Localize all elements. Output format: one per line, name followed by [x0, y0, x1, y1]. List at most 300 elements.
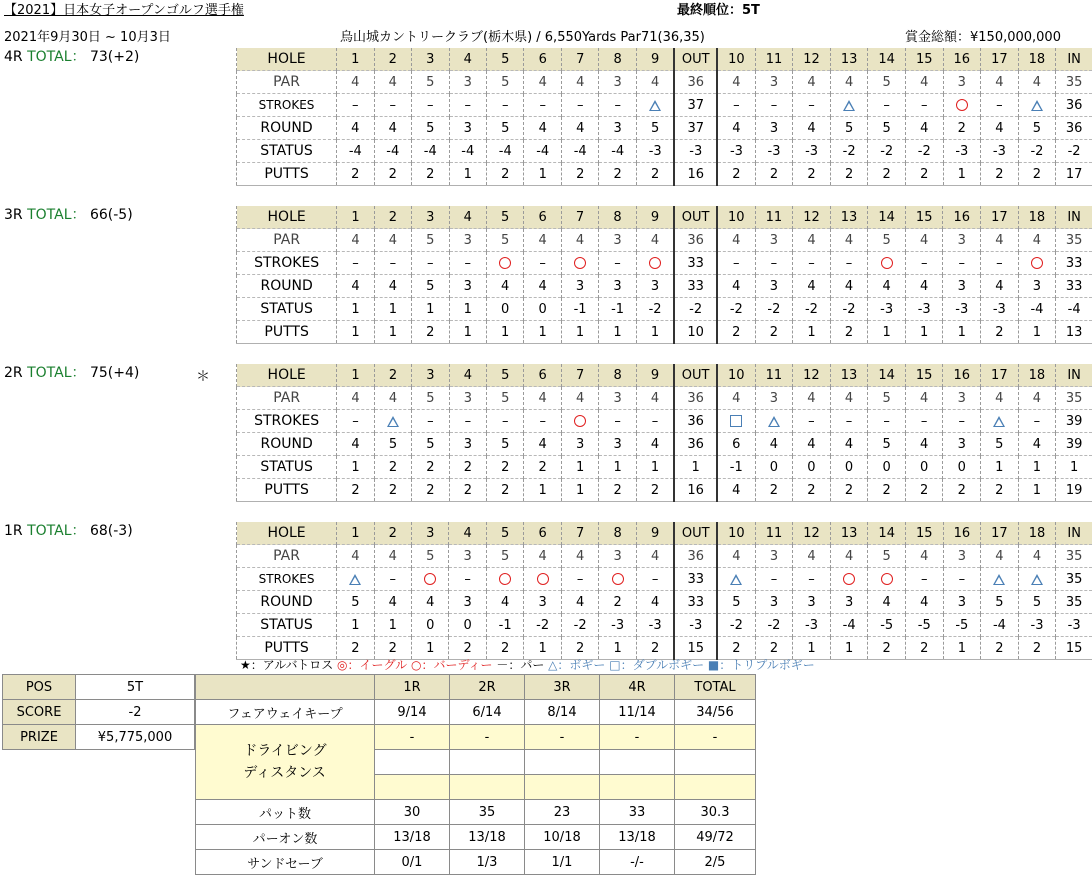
putts-row-cell: 2	[717, 163, 755, 186]
hole-row-cell: 1	[337, 522, 374, 545]
putts-row-cell: 1	[905, 321, 943, 344]
score-value: -2	[76, 700, 195, 725]
hole-row-cell: 11	[755, 48, 793, 71]
par-mark-icon: –	[464, 256, 471, 271]
status-row-label: STATUS	[237, 298, 337, 321]
round-row-cell: 3	[449, 275, 486, 298]
par-mark-icon: –	[959, 256, 966, 271]
round-row-cell: 5	[830, 117, 868, 140]
round-row-cell: 39	[1056, 433, 1092, 456]
hole-row-cell: 7	[561, 48, 598, 71]
status-row-cell: 0	[943, 456, 981, 479]
round-row-cell: 4	[486, 591, 524, 614]
par-row-cell: 3	[449, 387, 486, 410]
putts-row-cell: 1	[793, 637, 831, 660]
status-row-cell: -3	[755, 140, 793, 163]
bogey-mark-icon	[1031, 100, 1043, 111]
par-mark-icon: –	[883, 414, 890, 429]
status-row-cell: 0	[486, 298, 523, 321]
par-mark-icon: –	[921, 414, 928, 429]
stroke-mark-dash	[337, 410, 374, 433]
hole-row-cell: 18	[1018, 522, 1056, 545]
putts-row-cell: 2	[412, 321, 449, 344]
par-row-cell: 5	[868, 545, 906, 568]
status-row-cell: 1	[1018, 456, 1056, 479]
putts-row-cell: 2	[755, 321, 793, 344]
status-row-cell: -3	[717, 140, 755, 163]
status-row-label: STATUS	[237, 456, 337, 479]
par-row	[237, 545, 1092, 568]
status-row-cell: -2	[868, 140, 906, 163]
par-row	[237, 229, 1092, 252]
status-row-cell: 2	[487, 456, 524, 479]
putts-row-cell: 2	[981, 163, 1019, 186]
sandsave-4r: -/-	[600, 850, 675, 875]
stroke-mark-dash	[943, 410, 981, 433]
status-row-cell: 1	[374, 298, 411, 321]
round-row-cell: 5	[412, 433, 449, 456]
hole-row-cell: 4	[449, 522, 486, 545]
par-mark-icon: –	[539, 98, 546, 113]
putts-row-cell: 1	[524, 479, 561, 502]
round-row-cell: 2	[943, 117, 981, 140]
par-mark-icon: –	[771, 256, 778, 271]
stroke-mark-dash	[636, 410, 674, 433]
putts-row-cell: 16	[674, 479, 717, 502]
hole-row-cell: 10	[717, 522, 755, 545]
paron-4r: 13/18	[600, 825, 675, 850]
hole-row-cell: 13	[830, 364, 868, 387]
round-row-cell: 4	[793, 275, 831, 298]
status-row-cell: 1	[636, 456, 674, 479]
par-row-cell: 5	[412, 387, 449, 410]
putts-row-label: PUTTS	[237, 637, 337, 660]
round-row-cell: 4	[717, 117, 755, 140]
status-row-cell: -2	[830, 140, 868, 163]
par-row-cell: 3	[943, 545, 981, 568]
round-row-cell: 4	[561, 117, 598, 140]
driving-blank-3	[525, 750, 600, 775]
status-row-cell: -1	[561, 298, 599, 321]
birdie-mark-icon	[956, 99, 968, 111]
status-row-cell: 0	[868, 456, 906, 479]
hole-row-cell: 16	[943, 206, 981, 229]
status-row-cell: -4	[524, 140, 561, 163]
round-row-cell: 3	[449, 117, 486, 140]
status-row-cell: -4	[337, 140, 374, 163]
putts-row-cell: 2	[905, 637, 943, 660]
putts-row-cell: 1	[524, 321, 561, 344]
round-row-cell: 4	[411, 591, 448, 614]
par-row-cell: 4	[337, 387, 374, 410]
round-row-cell: 5	[412, 117, 449, 140]
round-row-cell: 3	[599, 117, 636, 140]
hole-row-cell: 4	[449, 364, 486, 387]
stroke-mark-dash	[717, 252, 755, 275]
putts-row-cell: 2	[717, 321, 755, 344]
legend-albatross: ★：アルバトロス	[240, 658, 333, 672]
par-row-cell: 5	[412, 229, 449, 252]
stroke-mark-dash	[905, 252, 943, 275]
status-row-cell: 1	[674, 456, 717, 479]
stroke-mark-dash	[449, 94, 486, 117]
par-row-cell: 3	[755, 229, 793, 252]
paron-label: パーオン数	[196, 825, 375, 850]
round-row-cell: 36	[1056, 117, 1092, 140]
status-row-cell: 2	[374, 456, 412, 479]
hole-row-cell: 15	[905, 522, 943, 545]
hole-row-cell: 1	[337, 206, 374, 229]
stroke-mark-dash	[599, 252, 637, 275]
birdie-mark-icon	[881, 573, 893, 585]
par-row-cell: 5	[487, 387, 524, 410]
par-mark-icon: –	[352, 98, 359, 113]
round-row-cell: 4	[830, 275, 868, 298]
par-mark-icon: –	[771, 572, 778, 587]
putts-row-cell: 2	[561, 637, 599, 660]
putts-row-label: PUTTS	[237, 163, 337, 186]
hole-row-cell: OUT	[674, 48, 717, 71]
par-mark-icon: –	[958, 414, 965, 429]
stroke-mark-dash	[487, 94, 524, 117]
strokes-row-cell: 39	[1056, 410, 1092, 433]
stroke-mark-dash	[337, 94, 374, 117]
par-row-cell: 3	[755, 387, 793, 410]
putts-row-cell: 2	[905, 163, 943, 186]
par-row-cell: 4	[1018, 229, 1056, 252]
status-row-cell: -3	[981, 140, 1019, 163]
putts-row-cell: 2	[943, 479, 981, 502]
putts-row-cell: 1	[561, 321, 599, 344]
hole-row-cell: 3	[412, 206, 449, 229]
stats-corner	[196, 675, 375, 700]
hole-row-label: HOLE	[237, 522, 337, 545]
total-label: TOTAL：	[27, 365, 85, 381]
par-row-cell: 4	[337, 545, 374, 568]
par-row-cell: 35	[1056, 545, 1092, 568]
total-value: 73(+2)	[90, 49, 139, 65]
putts-row-cell: 15	[674, 637, 717, 660]
stroke-mark-sq	[717, 410, 755, 433]
par-row-cell: 4	[337, 71, 374, 94]
status-row-cell: -5	[943, 614, 981, 637]
bogey-mark-icon	[730, 574, 742, 585]
hole-row-cell: 3	[412, 48, 449, 71]
birdie-mark-icon	[424, 573, 436, 585]
putts-row-cell: 2	[337, 163, 374, 186]
putts-row-cell: 1	[374, 321, 411, 344]
hole-row-cell: IN	[1056, 48, 1092, 71]
hole-row-cell: IN	[1056, 522, 1092, 545]
round-row-cell: 3	[755, 275, 793, 298]
round-row-cell: 5	[1018, 117, 1056, 140]
score-label: SCORE	[3, 700, 76, 725]
putts-row-cell: 1	[599, 637, 637, 660]
par-row-cell: 4	[524, 387, 561, 410]
paron-2r: 13/18	[450, 825, 525, 850]
hole-row-cell: 6	[524, 48, 561, 71]
driving-total: -	[675, 725, 756, 750]
round-name: 4R	[4, 49, 23, 65]
prize-value: ¥5,775,000	[76, 725, 195, 750]
hole-row-cell: 8	[599, 206, 637, 229]
hole-row-cell: IN	[1056, 364, 1092, 387]
round-row-cell: 4	[486, 275, 523, 298]
sandsave-label: サンドセーブ	[196, 850, 375, 875]
round-row-cell: 4	[374, 117, 411, 140]
par-row-cell: 4	[374, 71, 411, 94]
stroke-mark-dash	[374, 252, 411, 275]
par-row-cell: 35	[1056, 229, 1092, 252]
putts-row-cell: 1	[449, 163, 486, 186]
round-note: ＊	[196, 368, 210, 386]
birdie-mark-icon	[843, 573, 855, 585]
stroke-mark-dash	[793, 252, 831, 275]
hole-row-cell: 5	[487, 364, 524, 387]
par-mark-icon: –	[502, 414, 509, 429]
par-row-cell: 35	[1056, 71, 1092, 94]
birdie-mark-icon	[649, 257, 661, 269]
par-mark-icon: –	[390, 256, 397, 271]
putts-row-cell: 1	[868, 321, 906, 344]
putts-row-cell: 2	[374, 479, 412, 502]
stroke-mark-dash	[449, 410, 486, 433]
hole-row-cell: 2	[374, 364, 412, 387]
stroke-mark-dash	[561, 94, 598, 117]
putts-row-cell: 2	[755, 637, 793, 660]
course-info: 烏山城カントリークラブ(栃木県) / 6,550Yards Par71(36,35)	[340, 30, 705, 46]
stroke-mark-dash	[830, 252, 868, 275]
putts-row-cell: 2	[793, 163, 831, 186]
hole-row-cell: 2	[374, 522, 411, 545]
round-row-cell: 4	[905, 433, 943, 456]
par-mark-icon: –	[996, 256, 1003, 271]
hole-row-cell: 15	[905, 364, 943, 387]
putts-row-cell: 2	[599, 479, 636, 502]
status-row-cell: -2	[905, 140, 943, 163]
putts-row-cell: 2	[830, 163, 868, 186]
par-row-label: PAR	[237, 387, 337, 410]
par-row-cell: 36	[674, 545, 717, 568]
bogey-mark-icon	[349, 574, 361, 585]
fairway-2r: 6/14	[450, 700, 525, 725]
par-mark-icon: –	[352, 256, 359, 271]
stroke-mark-circle	[486, 252, 523, 275]
stroke-mark-dash	[449, 568, 486, 591]
par-mark-icon: –	[465, 98, 472, 113]
hole-row-cell: 3	[411, 522, 448, 545]
par-row-cell: 4	[981, 387, 1019, 410]
status-row-label: STATUS	[237, 614, 337, 637]
hole-row-cell: 17	[981, 48, 1019, 71]
birdie-mark-icon	[574, 415, 586, 427]
par-mark-icon: –	[959, 572, 966, 587]
total-value: 68(-3)	[90, 523, 133, 539]
hole-row-cell: 9	[636, 48, 674, 71]
stroke-mark-circle	[1018, 252, 1056, 275]
strokes-row-cell: 35	[1056, 568, 1092, 591]
strokes-row-cell: 36	[1056, 94, 1092, 117]
status-row-cell: 1	[599, 456, 636, 479]
paron-1r: 13/18	[375, 825, 450, 850]
round-row-cell: 4	[905, 117, 943, 140]
round-row-cell: 3	[561, 433, 599, 456]
double-bogey-mark-icon	[730, 415, 742, 427]
strokes-row-cell: 33	[674, 568, 717, 591]
status-row-cell: 1	[337, 614, 374, 637]
bogey-mark-icon	[1031, 574, 1043, 585]
putts-row-cell: 1	[943, 163, 981, 186]
round-row-cell: 6	[717, 433, 755, 456]
stroke-mark-dash	[981, 252, 1019, 275]
par-mark-icon: –	[652, 414, 659, 429]
status-row-cell: -1	[486, 614, 524, 637]
putts-row-cell: 2	[487, 479, 524, 502]
stroke-mark-tri	[981, 410, 1019, 433]
putts-row-cell: 1	[449, 321, 486, 344]
par-mark-icon: –	[390, 98, 397, 113]
par-row-cell: 4	[717, 545, 755, 568]
putts-row-cell: 2	[636, 479, 674, 502]
hole-row-cell: 12	[793, 522, 831, 545]
driving-blank-9	[600, 775, 675, 800]
round-row-cell: 33	[1056, 275, 1092, 298]
stroke-mark-circle	[868, 568, 906, 591]
putts-row-cell: 15	[1056, 637, 1092, 660]
round-row-cell: 3	[793, 591, 831, 614]
stroke-mark-tri	[1018, 568, 1056, 591]
legend-eagle: ◎：イーグル	[337, 658, 407, 672]
birdie-mark-icon	[537, 573, 549, 585]
putts-row-cell: 1	[943, 321, 981, 344]
par-row-cell: 4	[793, 387, 831, 410]
hole-row-cell: 13	[830, 522, 868, 545]
hole-row-cell: OUT	[674, 522, 717, 545]
putts-row-cell: 2	[793, 479, 831, 502]
hole-row	[237, 364, 1092, 387]
putts-row-cell: 1	[1018, 479, 1056, 502]
putts-row-cell: 2	[449, 637, 486, 660]
round-row-cell: 3	[755, 591, 793, 614]
stroke-mark-tri	[636, 94, 674, 117]
par-row-cell: 5	[868, 71, 906, 94]
status-row-cell: 2	[524, 456, 561, 479]
putts-row-cell: 2	[1018, 163, 1056, 186]
hole-row-cell: 8	[599, 48, 636, 71]
round-row-cell: 3	[636, 275, 674, 298]
round-row-cell: 3	[830, 591, 868, 614]
stats-header-2r: 2R	[450, 675, 525, 700]
round-row-cell: 4	[830, 433, 868, 456]
driving-distance-label-text: ドライビング ディスタンス	[243, 740, 326, 784]
bogey-mark-icon	[843, 100, 855, 111]
status-row-cell: 1	[412, 298, 449, 321]
putts-row-cell: 1	[486, 321, 523, 344]
status-row-cell: 0	[793, 456, 831, 479]
round-row-cell: 35	[1056, 591, 1092, 614]
round-row-cell: 4	[524, 275, 561, 298]
par-row-cell: 4	[793, 545, 831, 568]
putts-stat-1r: 30	[375, 800, 450, 825]
hole-row-cell: 12	[793, 48, 831, 71]
round-row-cell: 4	[793, 117, 831, 140]
par-row-cell: 35	[1056, 387, 1092, 410]
strokes-row	[237, 94, 1092, 117]
round-row	[237, 275, 1092, 298]
round-row-cell: 4	[793, 433, 831, 456]
par-row-label: PAR	[237, 71, 337, 94]
par-mark-icon: –	[808, 572, 815, 587]
status-row-cell: -4	[1018, 298, 1056, 321]
round-row-cell: 4	[524, 433, 561, 456]
round-row-cell: 37	[674, 117, 717, 140]
par-row-cell: 4	[561, 71, 598, 94]
stroke-mark-tri	[981, 568, 1019, 591]
par-row-cell: 4	[524, 545, 562, 568]
par-row-cell: 4	[981, 229, 1019, 252]
hole-row-cell: 12	[793, 364, 831, 387]
status-row-cell: -2	[717, 298, 755, 321]
status-row-cell: 1	[981, 456, 1019, 479]
sandsave-3r: 1/1	[525, 850, 600, 875]
driving-1r: -	[375, 725, 450, 750]
status-row	[237, 456, 1092, 479]
stroke-mark-dash	[868, 410, 906, 433]
round-row-cell: 5	[412, 275, 449, 298]
putts-row-cell: 19	[1056, 479, 1092, 502]
par-row-cell: 5	[411, 545, 448, 568]
hole-row-cell: 4	[449, 48, 486, 71]
stroke-mark-circle	[524, 568, 562, 591]
status-row-cell: -5	[905, 614, 943, 637]
status-row-cell: -2	[1056, 140, 1092, 163]
round-name: 2R	[4, 365, 23, 381]
par-mark-icon: –	[883, 98, 890, 113]
round-row-cell: 5	[981, 433, 1019, 456]
stroke-mark-tri	[1018, 94, 1056, 117]
stroke-mark-dash	[868, 94, 906, 117]
hole-row-cell: 11	[755, 206, 793, 229]
par-row-cell: 4	[1018, 71, 1056, 94]
par-mark-icon: –	[427, 98, 434, 113]
status-row-cell: -3	[1018, 614, 1056, 637]
status-row-cell: 0	[411, 614, 448, 637]
hole-row-cell: 18	[1018, 206, 1056, 229]
status-row-cell: 1	[337, 298, 374, 321]
round-row-cell: 4	[981, 117, 1019, 140]
par-row-cell: 4	[981, 71, 1019, 94]
hole-row-label: HOLE	[237, 48, 337, 71]
hole-row-cell: OUT	[674, 364, 717, 387]
putts-row-cell: 2	[374, 163, 411, 186]
par-row-cell: 4	[524, 71, 561, 94]
stats-table	[195, 674, 756, 875]
par-row-cell: 4	[905, 545, 943, 568]
par-row-cell: 4	[636, 387, 674, 410]
driving-blank-2	[450, 750, 525, 775]
bogey-mark-icon	[649, 100, 661, 111]
round-row-cell: 3	[561, 275, 599, 298]
hole-row-cell: 9	[636, 206, 674, 229]
hole-row-cell: 5	[487, 48, 524, 71]
stroke-mark-dash	[524, 252, 561, 275]
par-row-cell: 5	[412, 71, 449, 94]
hole-row-cell: 14	[868, 206, 906, 229]
stats-header-1r: 1R	[375, 675, 450, 700]
hole-row-cell: 14	[868, 522, 906, 545]
par-row-cell: 4	[793, 71, 831, 94]
stroke-mark-dash	[793, 94, 831, 117]
